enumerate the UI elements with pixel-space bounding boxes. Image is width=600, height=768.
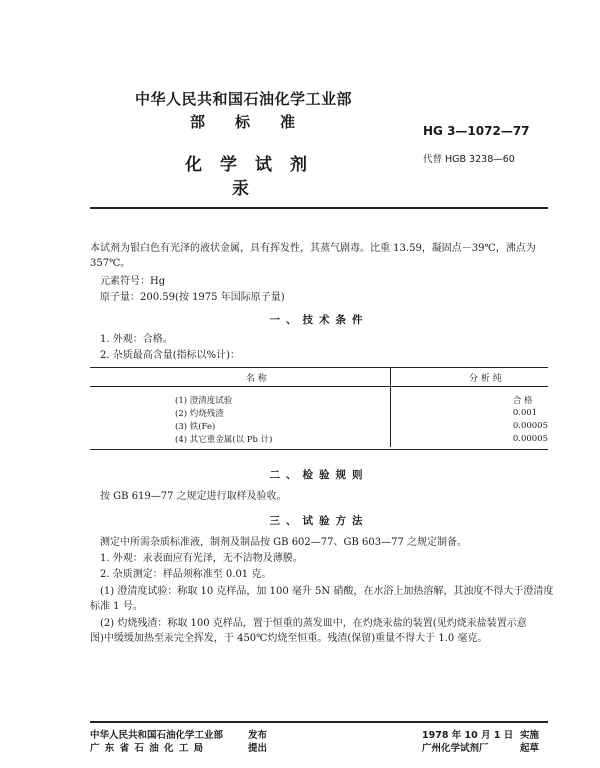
footer-issue-label: 发布 [248,730,268,741]
impurity-item: 2. 杂质最高含量(指标以%计)： [100,350,241,361]
footer-date: 1978 年 10 月 1 日 [422,730,514,741]
test-methods-para-1: 测定中所需杂质标准液，制剂及制品按 GB 602—77、GB 603—77 之规定制备。 [100,537,468,548]
ignition-residue-2: 图)中缓缓加热至汞完全挥发，于 450℃灼烧至恒重。残渣(保留)重量不得大于 1.0 毫克。 [90,633,488,644]
row-name: (4) 其它重金属(以 Pb 计) [90,432,423,450]
clarity-test-2: 标准 1 号。 [90,601,143,612]
footer-issuer: 中华人民共和国石油化学工业部 [90,730,224,741]
section-inspection-rules: 二、检验规则 [269,469,369,481]
document-subject: 汞 [232,179,249,199]
standard-type: 部标准 [190,113,326,131]
document-title: 化学试剂 [185,155,325,175]
table-row [90,419,548,432]
row-value: 合 格 [512,395,533,406]
ignition-residue-1: (2) 灼烧残渣：称取 100 克样品，置于恒重的蒸发皿中，在灼烧汞盐的装置(见灼烧汞盐装置示意 [100,618,527,629]
col-grade-header: 分 析 纯 [423,368,548,387]
table-divider [390,367,391,447]
footer-rule [90,721,548,723]
inspection-rules-text: 按 GB 619—77 之规定进行取样及验收。 [100,491,287,502]
table-row [90,387,548,407]
impurity-table [90,367,548,450]
intro-description-2: 357℃。 [90,258,131,269]
atomic-weight: 原子量：200.59(按 1975 年国际原子量) [100,292,285,303]
row-value: 0.00005 [423,432,548,450]
row-name: (1) 澄清度试验 [175,395,233,406]
test-methods-para-3: 2. 杂质测定：样品须称准至 0.01 克。 [100,569,272,580]
footer-drafter: 广州化学试剂厂 [422,743,489,754]
appearance-item: 1. 外观：合格。 [100,334,173,345]
test-methods-para-2: 1. 外观：汞表面应有光泽，无不洁物及薄膜。 [100,553,303,564]
replaces-standard: 代替 HGB 3238—60 [423,154,515,165]
table-row [90,432,548,450]
row-value: 0.001 [512,407,538,418]
row-name: (2) 灼烧残渣 [175,408,224,419]
footer-propose-label: 提出 [248,743,268,754]
table-row [90,406,548,419]
section-technical-conditions: 一、技术条件 [269,314,369,326]
clarity-test-1: (1) 澄清度试验：称取 10 克样品，加 100 毫升 5N 硝酸，在水浴上加热溶解，其浊度不得大于澄清度 [100,586,554,597]
element-symbol: 元素符号：Hg [100,276,166,287]
row-value: 0.00005 [512,420,548,431]
footer-date-label: 实施 [520,730,540,741]
footer-proposer: 广 东 省 石 油 化 工 局 [90,743,205,754]
col-name-header: 名 称 [90,368,423,387]
intro-description-1: 本试剂为银白色有光泽的液状金属，具有挥发性，其蒸气剧毒。比重 13.59，凝固点－39℃，沸点为 [90,243,536,254]
header-rule [90,207,548,209]
row-name: (3) 铁(Fe) [175,421,216,432]
section-test-methods: 三、试验方法 [269,515,369,527]
issuing-ministry: 中华人民共和国石油化学工业部 [135,90,353,108]
standard-code: HG 3—1072—77 [423,124,530,138]
footer-draft-label: 起草 [520,743,540,754]
